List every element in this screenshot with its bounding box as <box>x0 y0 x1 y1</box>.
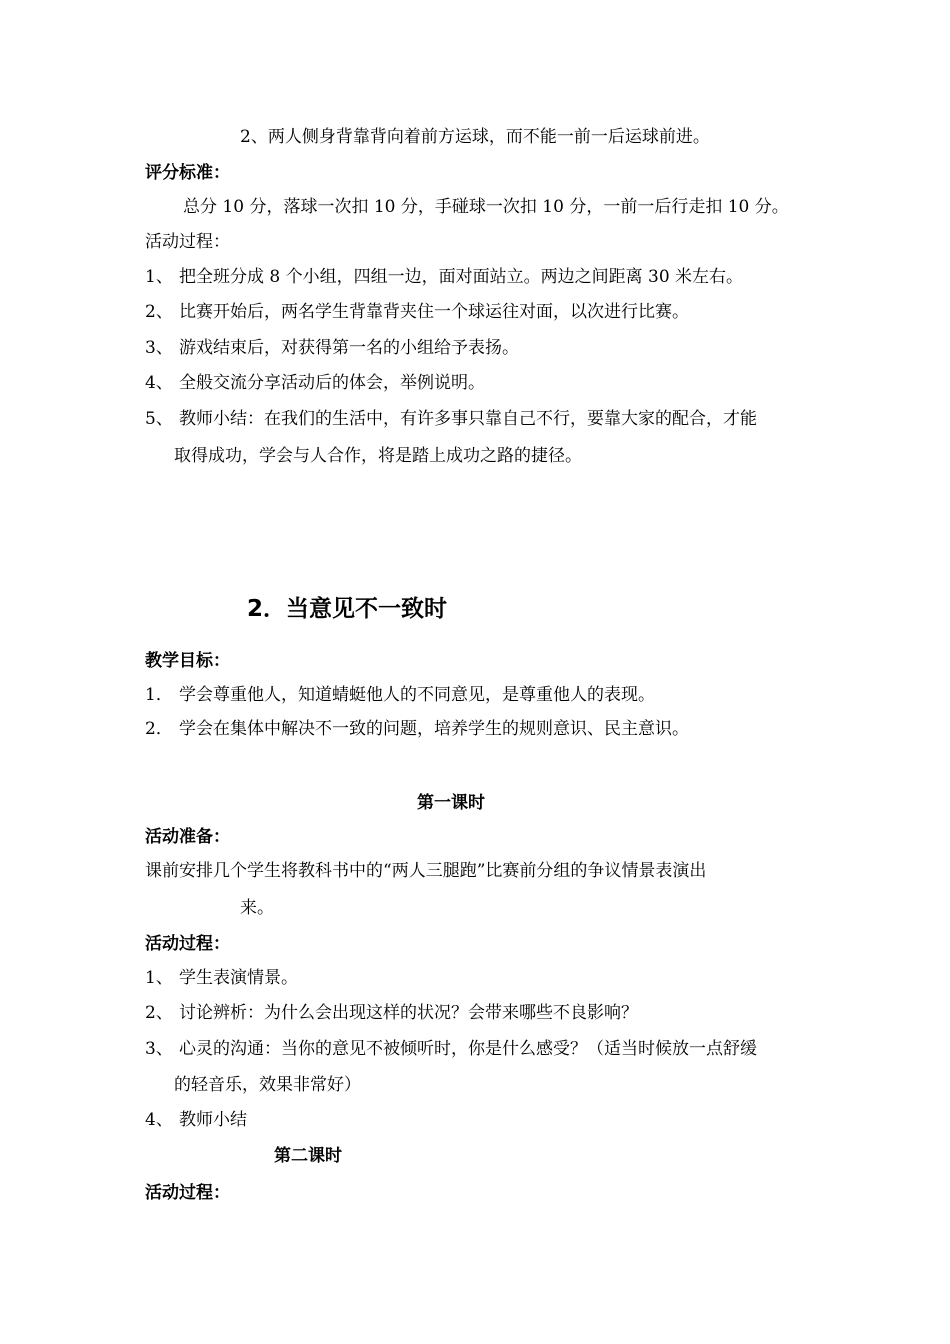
list-text: 学会在集体中解决不一致的问题，培养学生的规则意识、民主意识。 <box>179 719 689 739</box>
list-number: 2、 <box>145 1003 173 1023</box>
period-2-heading: 第二课时 <box>274 1146 342 1166</box>
process-heading: 活动过程： <box>145 934 230 954</box>
scoring-heading: 评分标准： <box>145 163 230 183</box>
list-item <box>145 408 757 430</box>
process-heading: 活动过程： <box>145 232 230 252</box>
list-text: 把全班分成 8 个小组，四组一边，面对面站立。两边之间距离 30 米左右。 <box>179 267 744 287</box>
list-item <box>145 266 743 288</box>
process-heading: 活动过程： <box>145 1183 230 1203</box>
list-item <box>145 1109 247 1131</box>
list-text: 全般交流分享活动后的体会，举例说明。 <box>179 373 485 393</box>
prep-heading: 活动准备： <box>145 827 230 847</box>
list-text: 讨论辨析：为什么会出现这样的状况？会带来哪些不良影响？ <box>179 1003 638 1023</box>
prep-text: 课前安排几个学生将教科书中的“两人三腿跑”比赛前分组的争议情景表演出 <box>145 861 707 881</box>
list-item <box>145 1002 638 1024</box>
list-number: 2． <box>145 719 173 739</box>
list-item <box>145 372 485 394</box>
list-number: 3、 <box>145 1039 173 1059</box>
prep-text-continued: 来。 <box>240 898 274 918</box>
list-number: 1、 <box>145 267 173 287</box>
list-number: 1． <box>145 685 173 705</box>
list-item <box>145 967 298 989</box>
list-text: 游戏结束后，对获得第一名的小组给予表扬。 <box>179 338 519 358</box>
list-text: 教师小结：在我们的生活中，有许多事只靠自己不行，要靠大家的配合，才能 <box>179 409 757 429</box>
list-text: 心灵的沟通：当你的意见不被倾听时，你是什么感受？（适当时候放一点舒缓 <box>179 1039 757 1059</box>
list-number: 4、 <box>145 373 173 393</box>
list-number: 5、 <box>145 409 173 429</box>
list-text: 教师小结 <box>179 1110 247 1130</box>
list-text-continued: 的轻音乐，效果非常好） <box>174 1075 361 1095</box>
list-number: 2、 <box>145 302 173 322</box>
scoring-text: 总分 10 分，落球一次扣 10 分，手碰球一次扣 10 分，一前一后行走扣 10 分。 <box>183 197 789 217</box>
list-text: 学会尊重他人，知道蜻蜓他人的不同意见，是尊重他人的表现。 <box>179 685 655 705</box>
list-item <box>145 301 689 323</box>
list-item <box>145 337 519 359</box>
period-1-heading: 第一课时 <box>417 793 485 813</box>
lesson-title: 2．当意见不一致时 <box>247 596 448 622</box>
goals-heading: 教学目标： <box>145 651 230 671</box>
list-number: 4、 <box>145 1110 173 1130</box>
list-number: 1、 <box>145 968 173 988</box>
list-item <box>145 684 655 706</box>
list-text: 学生表演情景。 <box>179 968 298 988</box>
list-item <box>145 1038 757 1060</box>
list-text-continued: 取得成功，学会与人合作，将是踏上成功之路的捷径。 <box>174 446 582 466</box>
rule-2-text: 2、两人侧身背靠背向着前方运球，而不能一前一后运球前进。 <box>240 127 710 147</box>
list-number: 3、 <box>145 338 173 358</box>
list-item <box>145 718 689 740</box>
list-text: 比赛开始后，两名学生背靠背夹住一个球运往对面，以次进行比赛。 <box>179 302 689 322</box>
